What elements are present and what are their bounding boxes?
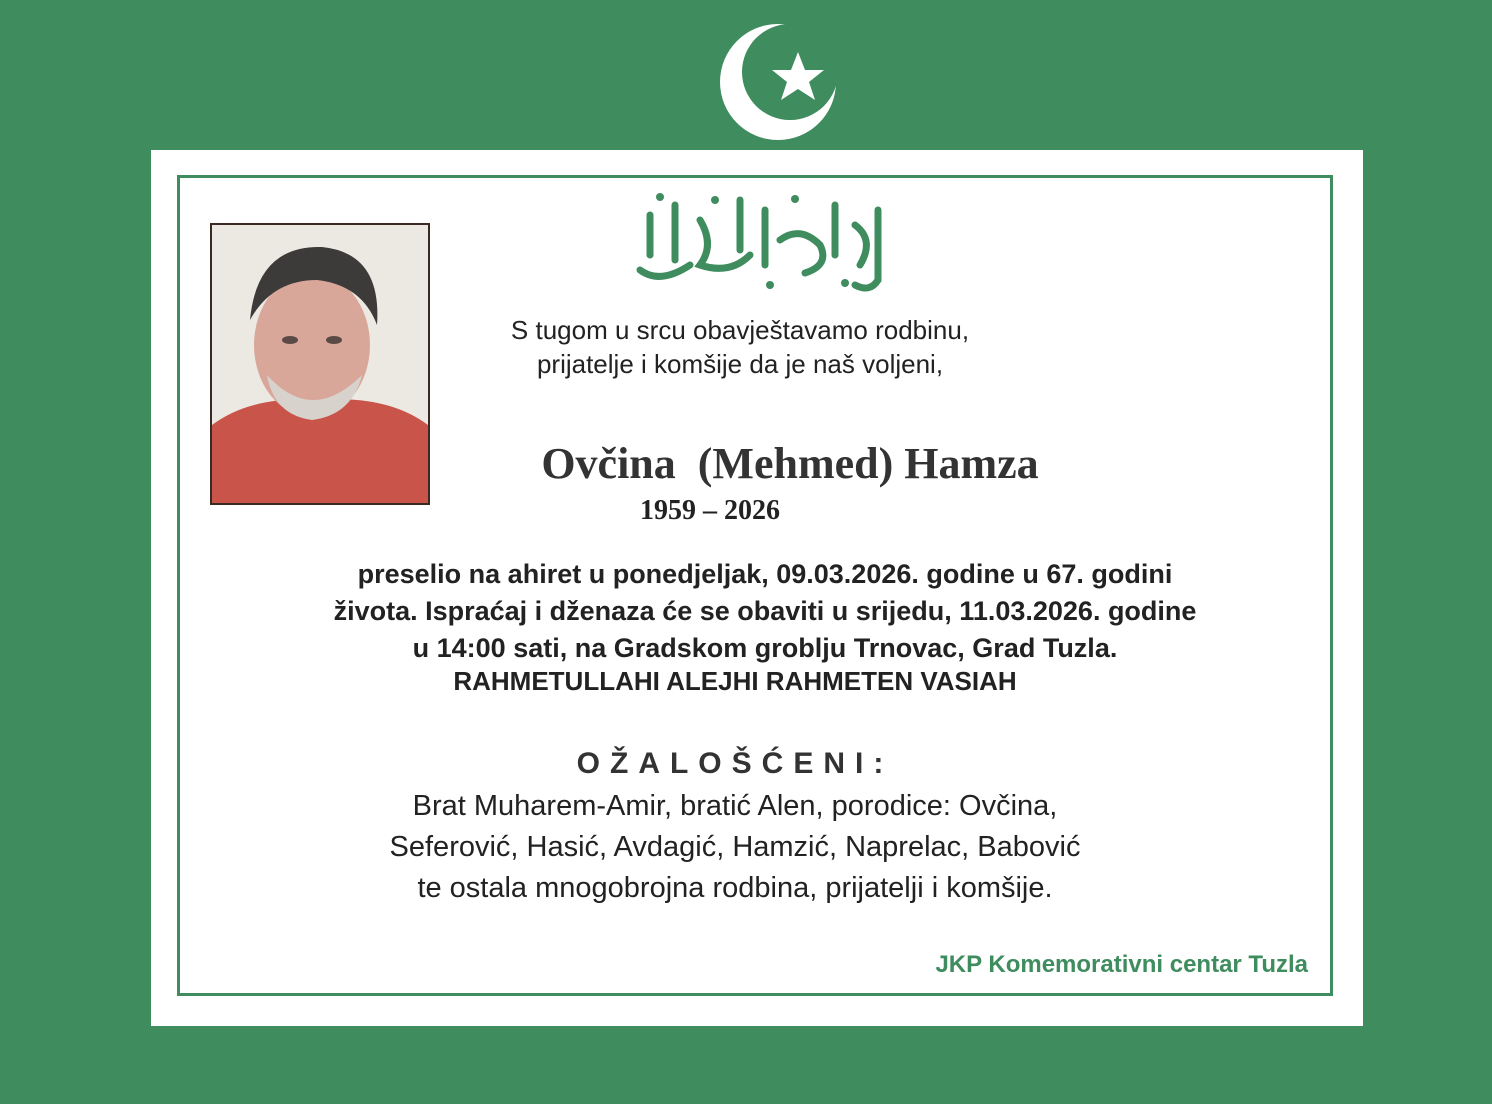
organization-name: JKP Komemorativni centar Tuzla	[935, 951, 1308, 978]
life-years: 1959 – 2026	[640, 495, 780, 526]
mourners-title: OŽALOŠĆENI:	[576, 747, 894, 780]
deceased-photo	[210, 223, 430, 505]
announcement-line: života. Ispraćaj i dženaza će se obaviti u srijedu, 11.03.2026. godine	[333, 596, 1197, 626]
mourners-line: te ostala mnogobrojna rodbina, prijatelji i komšije.	[417, 872, 1053, 904]
intro-line: S tugom u srcu obavještavamo rodbinu,	[510, 315, 970, 345]
prayer-text: RAHMETULLAHI ALEJHI RAHMETEN VASIAH	[453, 666, 1017, 696]
intro-text	[420, 313, 1060, 381]
announcement-text	[210, 556, 1320, 667]
mourners-line: Seferović, Hasić, Avdagić, Hamzić, Naprelac, Babović	[389, 831, 1081, 863]
arabic-calligraphy-icon	[620, 185, 900, 300]
mourners-line: Brat Muharem-Amir, bratić Alen, porodice: Ovčina,	[412, 790, 1058, 822]
mourners-list	[160, 786, 1310, 909]
announcement-line: u 14:00 sati, na Gradskom groblju Trnovac, Grad Tuzla.	[412, 633, 1118, 663]
crescent-star-icon	[712, 20, 842, 140]
announcement-line: preselio na ahiret u ponedjeljak, 09.03.2026. godine u 67. godini	[357, 559, 1173, 589]
intro-line: prijatelje i komšije da je naš voljeni,	[536, 349, 944, 379]
deceased-name: Ovčina (Mehmed) Hamza	[541, 439, 1039, 488]
